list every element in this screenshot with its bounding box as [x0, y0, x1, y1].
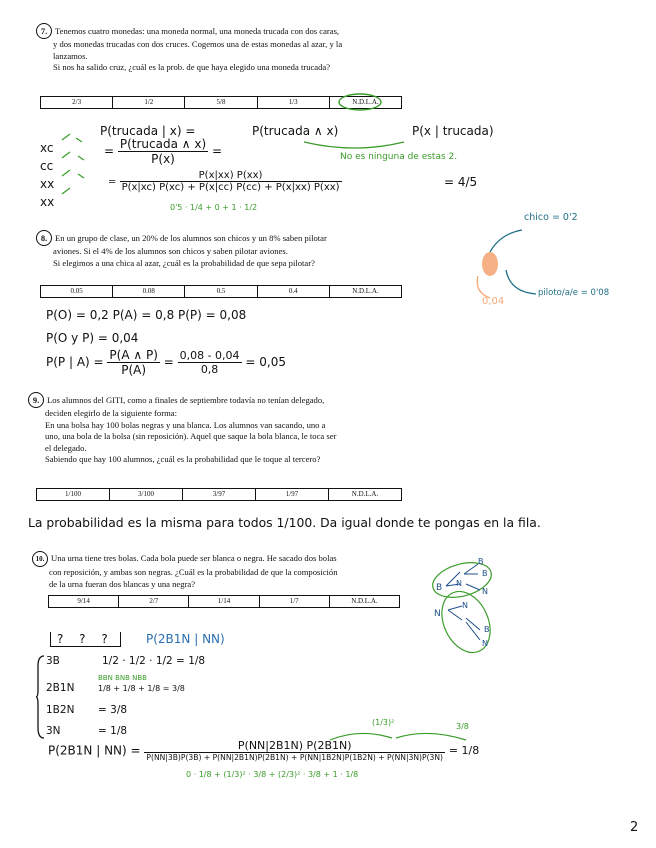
p7-top-1: P(trucada | x) =	[100, 124, 196, 138]
case-label: 2B1N	[46, 682, 75, 694]
problem-9-options	[36, 488, 402, 501]
problem-7-line2: y dos monedas trucadas con dos cruces. Cogemos una de estas monedas al azar, y la	[53, 39, 343, 49]
option-b[interactable]: 0.08	[112, 286, 184, 297]
option-e[interactable]: N.D.L.A.	[328, 489, 401, 500]
problem-7-question: Si nos ha salido cruz, ¿cuál es la prob. de que haya elegido una moneda trucada?	[53, 62, 331, 73]
problem-10-line3: de la urna fueran dos blancas y una negra?	[49, 578, 196, 589]
p7-case-2: cc	[40, 159, 54, 173]
option-a[interactable]: 0.05	[70, 287, 83, 295]
problem-10-options	[48, 595, 400, 608]
problem-8-question: Si elegimos a una chica al azar, ¿cuál es la probabilidad de que sepa pilotar?	[53, 257, 315, 268]
option-b[interactable]: 2/7	[118, 596, 188, 607]
case-value: 1/8 + 1/8 + 1/8 = 3/8	[98, 684, 185, 693]
problem-9-statement	[28, 392, 418, 466]
p10-result: = 1/8	[448, 744, 480, 757]
p7-fraction-2: = $\frac{P(x|xx) P(xx)}{P(x|xc) P(xc) + P(x|cc) P(cc) + P(x|xx) P(xx)}$	[108, 170, 340, 193]
p8-hw-line1: P(O) = 0,2 P(A) = 0,8 P(P) = 0,08	[46, 308, 247, 322]
option-d[interactable]: 0.4	[257, 286, 329, 297]
problem-10-line1: Una urna tiene tres bolas. Cada bola puede ser blanca o negra. He sacado dos bolas	[51, 553, 337, 563]
p8-frac-num: P(A ∧ P)	[109, 348, 158, 362]
p7-frac2-den: P(x|xc) P(xc) + P(x|cc) P(cc) + P(x|xx) P(xx)	[121, 182, 340, 193]
option-a[interactable]: 1/100	[65, 490, 81, 498]
problem-7-number: 7.	[36, 23, 52, 39]
tree-n4: N	[462, 601, 468, 610]
option-a[interactable]: 2/3	[72, 98, 82, 106]
p10-case-3n	[46, 725, 127, 737]
tree-b4: B	[484, 625, 490, 634]
tree-n3: N	[482, 587, 488, 596]
p8-intersection-label: 0,04	[482, 296, 505, 307]
p10-lhs: P(2B1N | NN) =	[48, 743, 141, 758]
option-a[interactable]: 9/14	[77, 597, 90, 605]
p7-fraction-1: = $\frac{\text{P(trucada ∧ x)}}{P(x)}$ =	[104, 137, 223, 166]
option-c[interactable]: 1/14	[188, 596, 258, 607]
problem-9-number: 9.	[28, 392, 44, 408]
p7-green-row: 0'5 · 1/4 + 0 + 1 · 1/2	[170, 203, 258, 212]
p7-top-3: P(x | trucada)	[412, 124, 494, 138]
p7-note: No es ninguna de estas 2.	[340, 152, 458, 162]
p7-case-1: xc	[40, 141, 54, 155]
p8-hw-line2: P(O y P) = 0,04	[46, 331, 139, 345]
p10-green-top2: 3/8	[456, 722, 469, 731]
p10-tree-diagram	[426, 554, 516, 654]
p8-chico-label: chico = 0'2	[524, 212, 578, 223]
problem-8-line2: aviones. Si el 4% de los alumnos son chicos y saben pilotar aviones.	[53, 246, 288, 256]
option-e[interactable]: N.D.L.A.	[329, 596, 399, 607]
option-d[interactable]: 1/97	[255, 489, 328, 500]
p8-frac2-den: 0,8	[200, 363, 219, 376]
p10-green-top1: (1/3)²	[372, 718, 395, 727]
p10-case-2b1n	[46, 682, 185, 694]
option-b[interactable]: 1/2	[112, 97, 184, 108]
tree-n2: N	[456, 579, 462, 588]
p10-box: ? ? ?	[50, 632, 121, 647]
tree-b2: B	[478, 557, 484, 566]
p10-brace	[36, 654, 46, 740]
option-e[interactable]: N.D.L.A.	[329, 286, 401, 297]
tree-b3: B	[482, 569, 488, 578]
p10-green-sub: BBN BNB NBB	[98, 674, 147, 682]
case-label: 1B2N	[46, 704, 75, 716]
option-c[interactable]: 3/97	[182, 489, 255, 500]
problem-10-number: 10.	[32, 551, 48, 567]
problem-9-line5: el delegado.	[45, 442, 87, 453]
p8-result: = 0,05	[245, 355, 286, 369]
problem-10-line2: con reposición, y ambas son negras. ¿Cuál es la probabilidad de que la composición	[49, 567, 338, 577]
p10-big-den: P(NN|3B)P(3B) + P(NN|2B1N)P(2B1N) + P(NN|1B2N)P(1B2N) + P(NN|3N)P(3N)	[146, 753, 444, 762]
page-number: 2	[630, 820, 639, 835]
problem-9-question: Sabiendo que hay 100 alumnos, ¿cuál es la probabilidad que le toque al tercero?	[45, 454, 321, 465]
case-label: 3B	[46, 655, 60, 667]
problem-8-line1: En un grupo de clase, un 20% de los alumnos son chicos y un 8% saben pilotar	[55, 233, 327, 243]
problem-8-statement	[36, 230, 416, 269]
p10-case-1b2n	[46, 704, 127, 716]
p10-green-row: 0 · 1/8 + (1/3)² · 3/8 + (2/3)² · 3/8 + 1 · 1/8	[186, 770, 359, 779]
problem-8-options	[40, 285, 402, 298]
p7-frac2-num: P(x|xx) P(xx)	[120, 170, 342, 182]
p9-answer: La probabilidad es la misma para todos 1/100. Da igual donde te pongas en la fila.	[28, 515, 541, 530]
p7-green-underline	[300, 138, 410, 152]
problem-9-line1: Los alumnos del GITI, como a finales de septiembre todavía no tenían delegado,	[47, 395, 325, 405]
p8-frac-den: P(A)	[121, 363, 147, 377]
tree-b1: B	[436, 583, 443, 593]
tree-n5: N	[482, 639, 488, 648]
p7-top-2: P(trucada ∧ x)	[252, 124, 339, 138]
p8-piloto-label: piloto/a/e = 0'08	[538, 288, 610, 298]
p7-result: = 4/5	[444, 175, 478, 189]
case-value: 1/2 · 1/2 · 1/2 = 1/8	[102, 655, 206, 667]
p7-case-4: xx	[40, 195, 55, 209]
problem-7-line3: lanzamos.	[53, 50, 88, 61]
p7-case-3: xx	[40, 177, 55, 191]
p8-frac2-num: 0,08 - 0,04	[179, 349, 240, 362]
option-c[interactable]: 0.5	[184, 286, 256, 297]
option-b[interactable]: 3/100	[109, 489, 182, 500]
p10-case-3b	[46, 655, 205, 667]
p10-big-num: P(NN|2B1N) P(2B1N)	[144, 739, 445, 753]
case-value: = 3/8	[98, 704, 128, 716]
p8-hw-line3: P(P | A) = $\frac{P(A \wedge P)}{P(A)}$ = $\frac{0,08 - 0,04}{0,8}$ = 0,05	[46, 348, 286, 377]
p10-target: P(2B1N | NN)	[146, 632, 225, 646]
problem-7-statement	[36, 23, 416, 74]
option-e[interactable]: N.D.L.A.	[329, 97, 401, 108]
p7-frac1-num: P(trucada ∧ x)	[119, 137, 207, 151]
problem-9-line3: En una bolsa hay 100 bolas negras y una blanca. Los alumnos van sacando, uno a	[45, 419, 326, 430]
case-value: = 1/8	[98, 725, 128, 737]
tree-n1: N	[434, 609, 441, 619]
problem-10-statement	[32, 551, 412, 590]
case-label: 3N	[46, 725, 61, 737]
option-d[interactable]: 1/3	[257, 97, 329, 108]
p10-big-equation	[48, 739, 479, 762]
p7-frac1-den: P(x)	[151, 152, 175, 166]
problem-8-number: 8.	[36, 230, 52, 246]
problem-7-answer-circle	[336, 92, 384, 112]
p8-lhs: P(P | A) =	[46, 355, 104, 369]
problem-7-line1: Tenemos cuatro monedas: una moneda normal, una moneda trucada con dos caras,	[55, 26, 340, 36]
option-c[interactable]: 5/8	[184, 97, 256, 108]
problem-9-line4: uno, una bola de la bolsa (sin reposición). Aquel que saque la bola blanca, le toca ser	[45, 431, 337, 442]
problem-9-line2: deciden elegirlo de la siguiente forma:	[45, 408, 177, 418]
option-d[interactable]: 1/7	[259, 596, 329, 607]
